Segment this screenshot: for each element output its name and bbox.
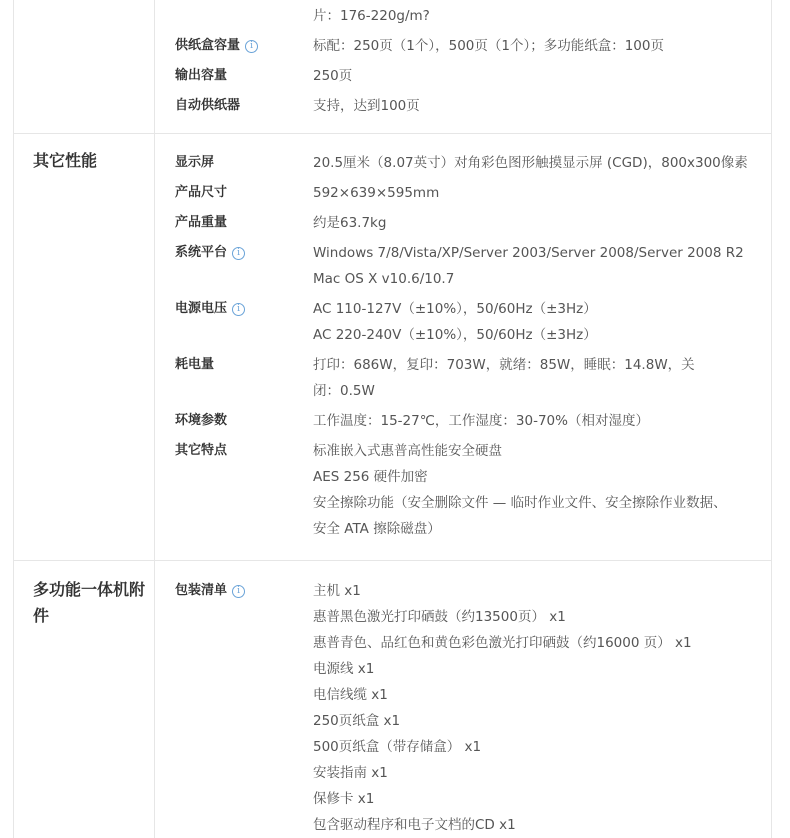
spec-value: 约是63.7kg <box>313 215 387 231</box>
spec-value: 592×639×595mm <box>313 185 440 201</box>
spec-label-dimensions: 产品尺寸 <box>175 185 228 200</box>
section-title-other: 其它性能 <box>33 151 98 170</box>
spec-value: AC 110-127V（±10%），50/60Hz（±3Hz） AC 220-240V（±10%），50/60Hz（±3Hz） <box>313 301 597 343</box>
list-item: 保修卡 x1 <box>313 791 375 807</box>
list-item: 安装指南 x1 <box>313 765 388 781</box>
spec-value: 标配：250页（1个），500页（1个）；多功能纸盒：100页 <box>313 38 664 54</box>
spec-label-features: 其它特点 <box>175 443 228 458</box>
section-divider <box>13 560 772 561</box>
spec-label-adf: 自动供纸器 <box>175 98 241 113</box>
spec-value: 工作温度：15-27℃，工作湿度：30-70%（相对湿度） <box>313 413 649 429</box>
spec-value: 打印：686W，复印：703W，就绪：85W，睡眠：14.8W，关 闭：0.5W <box>313 357 695 399</box>
spec-label-display: 显示屏 <box>175 155 215 170</box>
spec-label-os: 系统平台 i <box>175 243 245 263</box>
list-item: 电源线 x1 <box>313 661 375 677</box>
spec-value: 片：176-220g/m? <box>313 8 430 24</box>
spec-value: Windows 7/8/Vista/XP/Server 2003/Server 2008/Server 2008 R2 Mac OS X v10.6/10.7 <box>313 245 744 287</box>
spec-label-output-capacity: 输出容量 <box>175 68 228 83</box>
list-item: 500页纸盒（带存储盒） x1 <box>313 739 482 755</box>
list-item: 惠普青色、品红色和黄色彩色激光打印硒鼓（约16000 页） x1 <box>313 635 692 651</box>
list-item: 250页纸盒 x1 <box>313 713 401 729</box>
spec-label-package: 包装清单 i <box>175 581 245 601</box>
spec-value: 250页 <box>313 68 353 84</box>
spec-value-package-list <box>313 578 763 838</box>
section-divider <box>13 133 772 134</box>
spec-label-environment: 环境参数 <box>175 413 228 428</box>
list-item: 电信线缆 x1 <box>313 687 388 703</box>
spec-value: 标准嵌入式惠普高性能安全硬盘 AES 256 硬件加密 安全擦除功能（安全删除文件 — 临时作业文件、安全擦除作业数据、 安全 ATA 擦除磁盘） <box>313 443 727 537</box>
list-item: 惠普黑色激光打印硒鼓（约13500页） x1 <box>313 609 566 625</box>
info-icon[interactable]: i <box>245 40 258 53</box>
spec-label-weight: 产品重量 <box>175 215 228 230</box>
spec-label-voltage: 电源电压 i <box>175 299 245 319</box>
info-icon[interactable]: i <box>232 247 245 260</box>
list-item: 包含驱动程序和电子文档的CD x1 <box>313 817 516 833</box>
table-column-divider <box>154 0 155 838</box>
info-icon[interactable]: i <box>232 585 245 598</box>
spec-label-power: 耗电量 <box>175 357 215 372</box>
list-item: 主机 x1 <box>313 583 361 599</box>
section-title-accessories: 多功能一体机附件 <box>33 580 146 625</box>
table-left-border <box>13 0 14 838</box>
table-right-border <box>771 0 772 838</box>
spec-label-tray-capacity: 供纸盒容量 i <box>175 36 258 56</box>
info-icon[interactable]: i <box>232 303 245 316</box>
spec-value: 20.5厘米（8.07英寸）对角彩色图形触摸显示屏 (CGD)，800x300像素 <box>313 155 748 171</box>
spec-value: 支持，达到100页 <box>313 98 420 114</box>
